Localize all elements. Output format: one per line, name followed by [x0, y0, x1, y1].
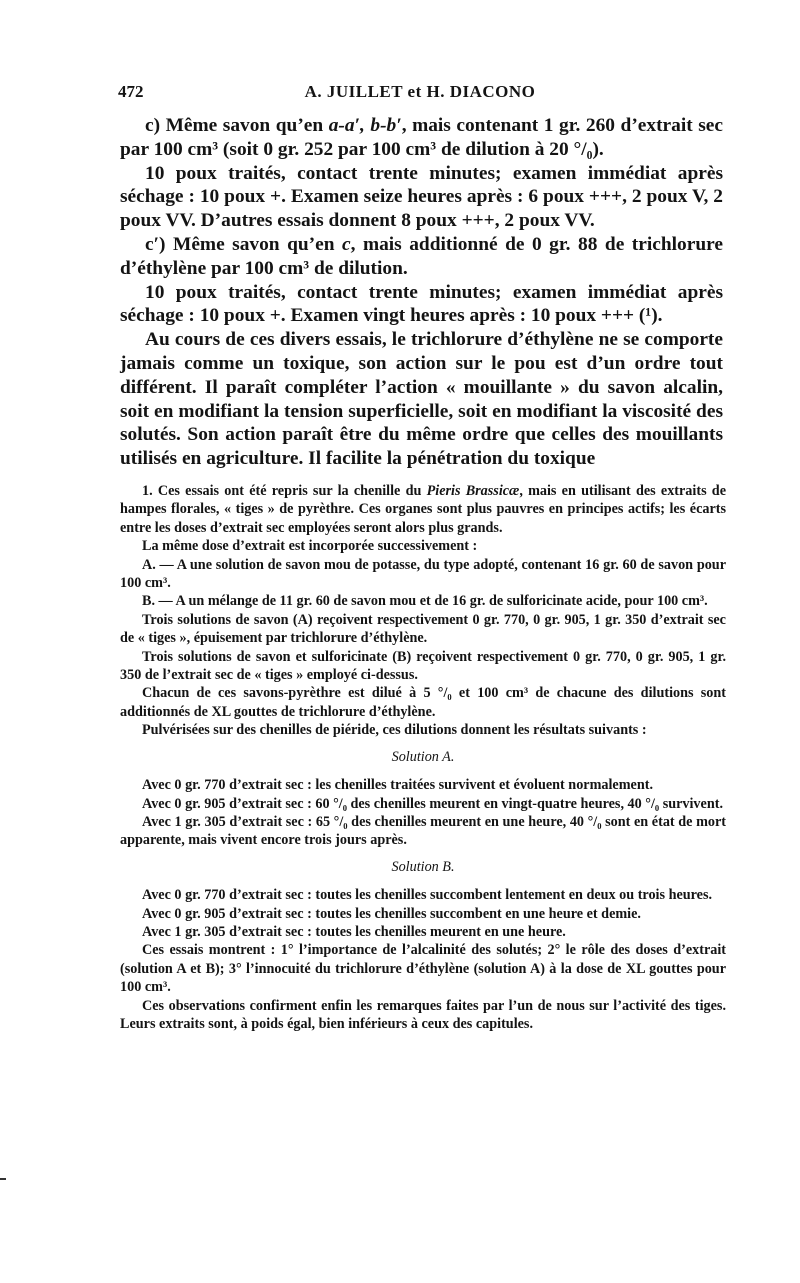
main-text [120, 114, 723, 471]
species-name: Pieris Brassicæ [426, 483, 520, 499]
margin-mark [0, 1178, 6, 1180]
footnote-line: A. — A une solution de savon mou de potasse, du type adopté, contenant 16 gr. 60 de savon pour 100 cm³. [120, 556, 726, 592]
footnote [120, 482, 726, 1033]
paragraph-c-prime: c′) Même savon qu’en c, mais additionné de 0 gr. 88 de trichlorure d’éthylène par 100 cm³ de dilution. [120, 233, 723, 279]
section-heading-solution-b: Solution B. [391, 858, 455, 875]
page-header [118, 82, 722, 104]
footnote-line: B. — A un mélange de 11 gr. 60 de savon mou et de 16 gr. de sulforicinate acide, pour 100 cm³. [142, 593, 708, 610]
paragraph-c: c) Même savon qu’en a-a′, b-b′, mais contenant 1 gr. 260 d’extrait sec par 100 cm³ (soit 0 gr. 252 par 100 cm³ de dilution à 20 °/₀). [120, 115, 723, 160]
result-line: Avec 0 gr. 905 d’extrait sec : toutes les chenilles succombent en une heure et demie. [142, 905, 641, 922]
running-title: A. JUILLET et H. DIACONO [304, 82, 536, 101]
paragraph-c-prime-results: 10 poux traités, contact trente minutes; examen immédiat après séchage : 10 poux +. Examen vingt heures après : 10 poux +++ (¹). [120, 281, 723, 327]
footnote-line: Chacun de ces savons-pyrèthre est dilué à 5 °/₀ et 100 cm³ de chacune des dilutions sont additionnés de XL gouttes de trichlorure d’éthylène. [120, 685, 726, 720]
result-line: Avec 0 gr. 770 d’extrait sec : les chenilles traitées survivent et évoluent normalement. [142, 777, 654, 794]
footnote-line: La même dose d’extrait est incorporée successivement : [142, 538, 478, 555]
result-line: Avec 1 gr. 305 d’extrait sec : toutes les chenilles meurent en une heure. [142, 923, 566, 940]
result-line: Avec 1 gr. 305 d’extrait sec : 65 °/₀ des chenilles meurent en une heure, 40 °/₀ sont en état de mort apparente, mais vivent encore trois jours après. [120, 813, 726, 849]
paragraph-c-results: 10 poux traités, contact trente minutes; examen immédiat après séchage : 10 poux +. Examen seize heures après : 6 poux +++, 2 poux V, 2 poux VV. D’autres essais donnent 8 poux +++, 2 poux VV. [120, 162, 723, 232]
footnote-line: Pulvérisées sur des chenilles de piéride, ces dilutions donnent les résultats suivants : [142, 722, 647, 739]
footnote-line: Trois solutions de savon (A) reçoivent respectivement 0 gr. 770, 0 gr. 905, 1 gr. 350 d’extrait sec de « tiges », épuisement par trichlorure d’éthylène. [120, 611, 726, 647]
result-line: Avec 0 gr. 905 d’extrait sec : 60 °/₀ des chenilles meurent en vingt-quatre heures, 40 °/₀ survivent. [142, 795, 723, 812]
variant-labels: a-a′, b-b′ [328, 115, 402, 136]
paragraph-discussion: Au cours de ces divers essais, le trichlorure d’éthylène ne se comporte jamais comme un toxique, son action sur le pou est d’un ordre tout différent. Il paraît compléter l’action « mouillante » du savon alcalin, soit en modifiant la tension superficielle, soit en modifiant la viscosité des solutés. Son action paraît être du même ordre que celles des mouillants utilisés en agriculture. Il facilite la pénétration du toxique [120, 329, 723, 470]
footnote-line: Trois solutions de savon et sulforicinate (B) reçoivent respectivement 0 gr. 770, 0 gr. 905, 1 gr. 350 de l’extrait sec de « tiges » employé ci-dessus. [120, 648, 726, 684]
footnote-intro: 1. Ces essais ont été repris sur la chenille du Pieris Brassicæ, mais en utilisant des extraits de hampes florales, « tiges » de pyrèthre. Ces organes sont plus pauvres en principes actifs; les écarts entre les doses d’extrait sec employées seront alors plus grands. [120, 483, 726, 536]
conclusion-line: Ces observations confirment enfin les remarques faites par l’un de nous sur l’activité des tiges. Leurs extraits sont, à poids égal, bien inférieurs à ceux des capitules. [120, 997, 726, 1032]
conclusion-line: Ces essais montrent : 1° l’importance de l’alcalinité des solutés; 2° le rôle des doses d’extrait (solution A et B); 3° l’innocuité du trichlorure d’éthylène (solution A) à la dose de XL gouttes pour 100 cm³. [120, 942, 726, 996]
page-number: 472 [118, 82, 144, 101]
section-heading-solution-a: Solution A. [391, 748, 455, 765]
result-line: Avec 0 gr. 770 d’extrait sec : toutes les chenilles succombent lentement en deux ou trois heures. [142, 887, 713, 904]
